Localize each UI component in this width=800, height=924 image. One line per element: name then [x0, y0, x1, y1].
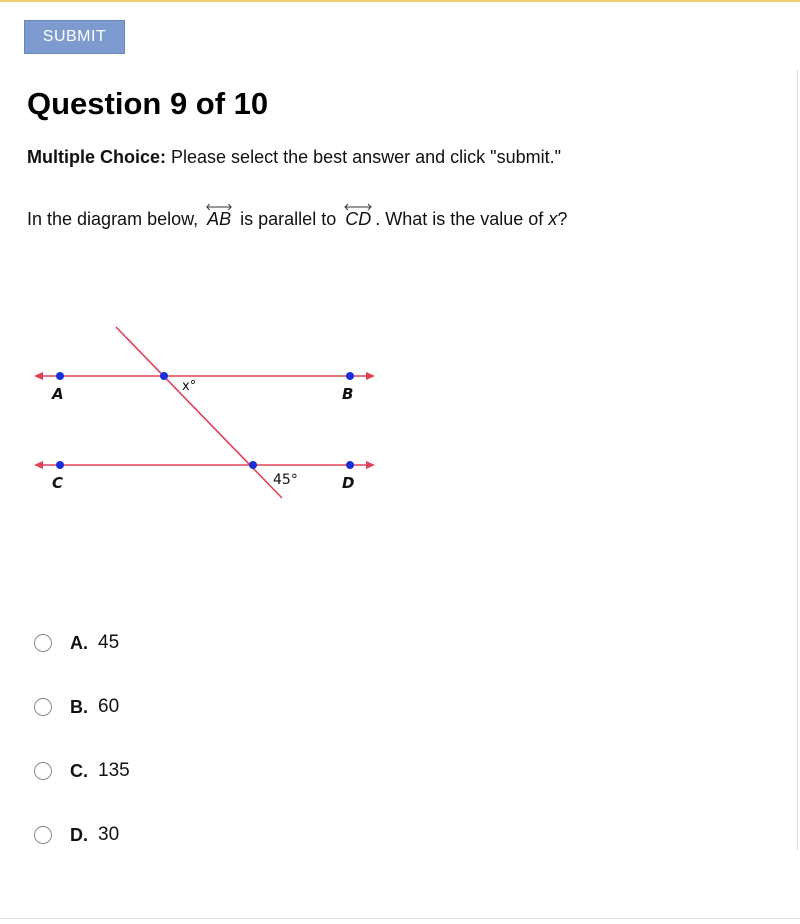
point-intersection-1 [160, 372, 168, 380]
choice-a[interactable] [34, 628, 234, 658]
point-b [346, 372, 354, 380]
instructions [27, 147, 561, 168]
transversal-line [116, 327, 282, 498]
double-arrow-icon [343, 203, 373, 211]
instructions-text: Please select the best answer and click "submit." [171, 147, 561, 167]
choice-text: 60 [98, 696, 120, 717]
bottom-rule [0, 918, 800, 919]
top-rule [0, 0, 800, 2]
point-c [56, 461, 64, 469]
label-a: A [52, 385, 64, 403]
arrowhead-left-icon [34, 461, 43, 469]
label-b: B [342, 385, 354, 403]
instructions-label: Multiple Choice: [27, 147, 166, 167]
prompt-suffix-a: . What is the value of [375, 209, 544, 229]
radio-button[interactable] [34, 762, 52, 780]
point-intersection-2 [249, 461, 257, 469]
prompt-middle: is parallel to [240, 209, 337, 229]
radio-button[interactable] [34, 826, 52, 844]
double-arrow-icon [205, 203, 233, 211]
line-cd [343, 209, 373, 230]
question-title: Question 9 of 10 [27, 86, 269, 121]
point-d [346, 461, 354, 469]
choice-text: 135 [98, 760, 130, 781]
line-cd-text: CD [345, 209, 372, 229]
prompt-suffix-b: ? [557, 209, 568, 229]
choice-letter: D. [70, 824, 88, 845]
submit-button[interactable]: SUBMIT [24, 20, 125, 54]
question-prompt [27, 209, 567, 230]
choice-letter: B. [70, 696, 88, 717]
radio-button[interactable] [34, 634, 52, 652]
parallel-lines-diagram [30, 318, 390, 508]
line-ab [205, 209, 233, 230]
choice-d[interactable] [34, 820, 234, 850]
angle-x-label: x° [182, 379, 197, 394]
choice-text: 45 [98, 632, 120, 653]
right-rule [797, 70, 798, 850]
prompt-variable: x [548, 209, 558, 229]
choice-letter: C. [70, 760, 88, 781]
line-ab-text: AB [207, 209, 232, 229]
label-d: D [342, 474, 355, 492]
choice-letter: A. [70, 632, 88, 653]
arrowhead-left-icon [34, 372, 43, 380]
radio-button[interactable] [34, 698, 52, 716]
label-c: C [52, 474, 64, 492]
prompt-prefix: In the diagram below, [27, 209, 199, 229]
point-a [56, 372, 64, 380]
arrowhead-right-icon [366, 461, 375, 469]
choice-b[interactable] [34, 692, 234, 722]
angle-45-label: 45° [273, 472, 298, 488]
arrowhead-right-icon [366, 372, 375, 380]
choice-c[interactable] [34, 756, 234, 786]
choice-text: 30 [98, 824, 120, 845]
